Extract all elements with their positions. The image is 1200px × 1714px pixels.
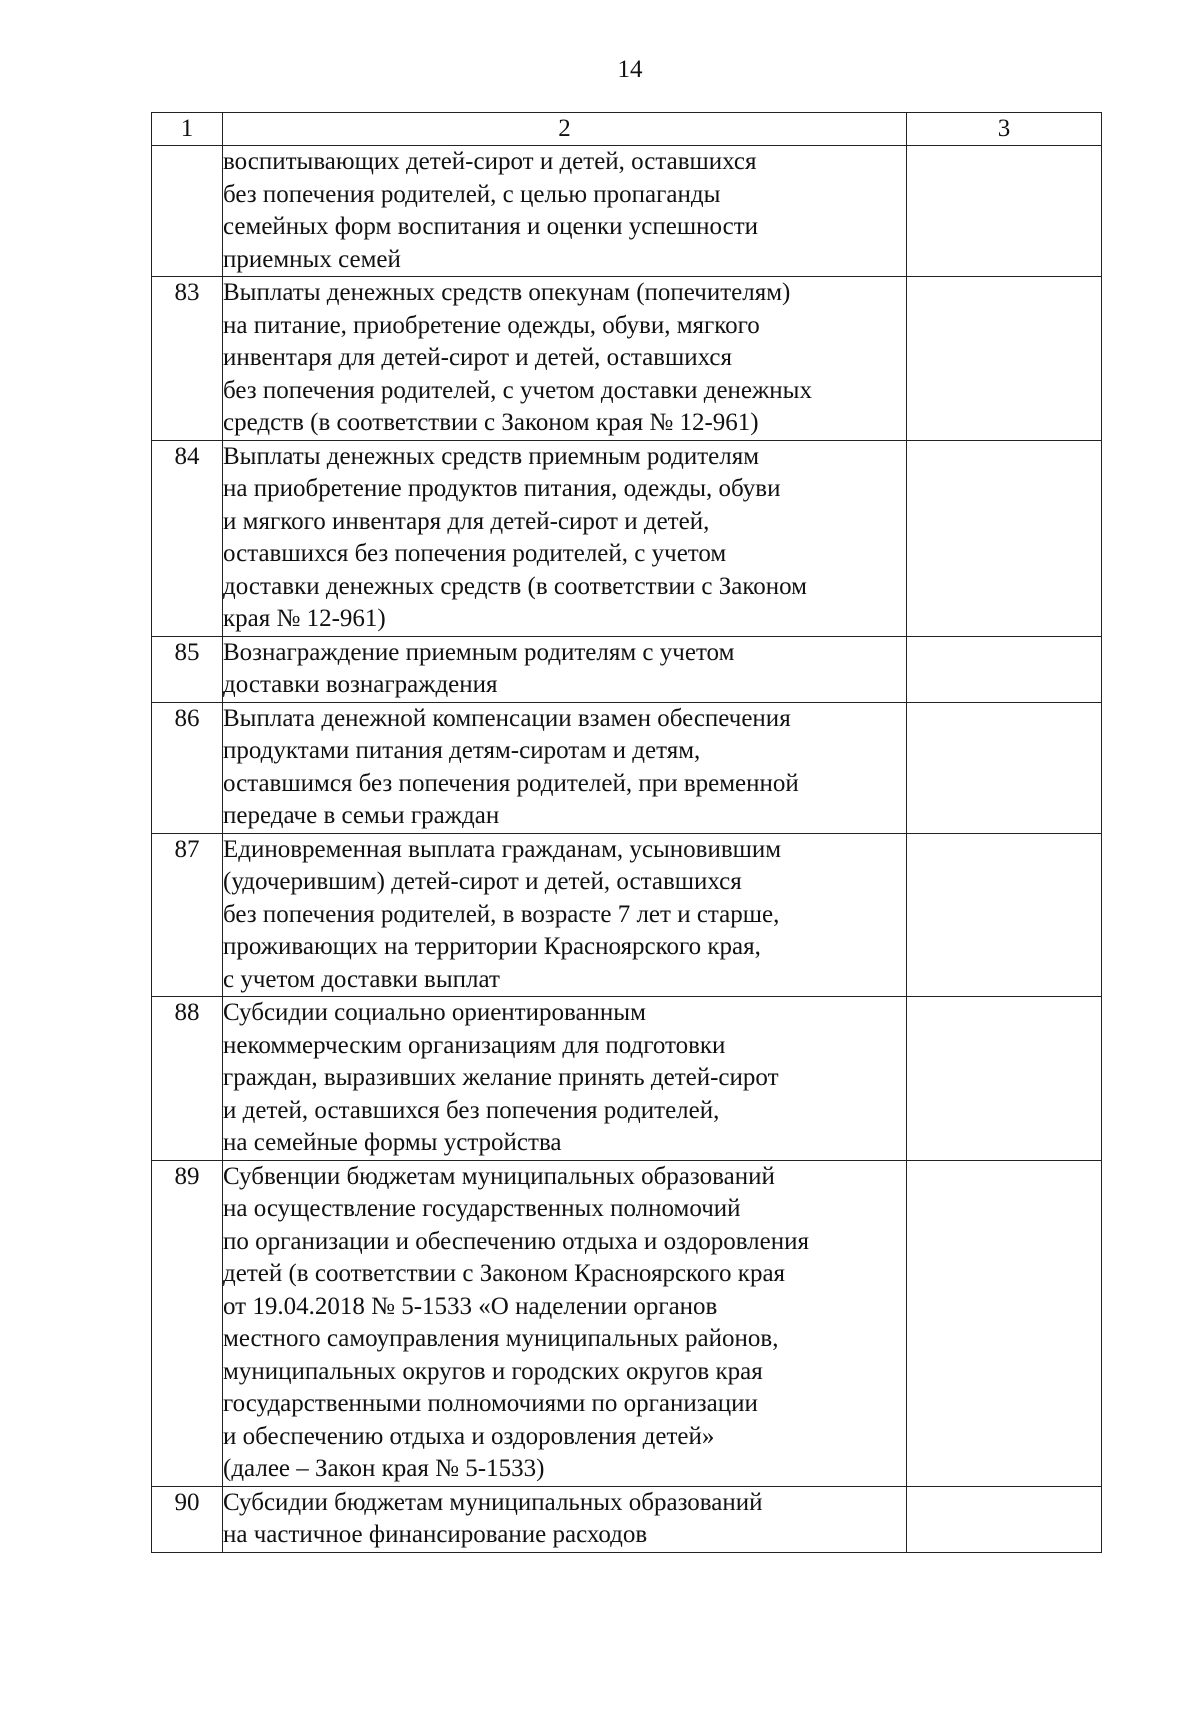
column-header-2: 2: [223, 113, 907, 146]
row-column-3: [907, 702, 1102, 833]
table-row: [152, 1486, 1102, 1552]
table-row: [152, 1160, 1102, 1486]
row-description: Субсидии бюджетам муниципальных образований на частичное финансирование расходов: [223, 1486, 907, 1552]
row-column-3: [907, 146, 1102, 277]
table-row: [152, 277, 1102, 441]
row-column-3: [907, 997, 1102, 1161]
row-description: Субвенции бюджетам муниципальных образований на осуществление государственных полномочий по организации и обеспечению отдыха и оздоровления детей (в соответствии с Законом Красноярского края от 19.04.2018 № 5-1533 «О наделении органов местного самоуправления муниципальных районов, муниципальных округов и городских округов края государственными полномочиями по организации и обеспечению отдыха и оздоровления детей» (далее – Закон края № 5-1533): [223, 1160, 907, 1486]
row-column-3: [907, 1486, 1102, 1552]
row-description: Выплаты денежных средств опекунам (попечителям) на питание, приобретение одежды, обуви, мягкого инвентаря для детей-сирот и детей, оставшихся без попечения родителей, с учетом доставки денежных средств (в соответствии с Законом края № 12-961): [223, 277, 907, 441]
budget-items-table: [151, 112, 1102, 1553]
table-row: [152, 833, 1102, 997]
row-number: 90: [152, 1486, 223, 1552]
row-description: Выплаты денежных средств приемным родителям на приобретение продуктов питания, одежды, обуви и мягкого инвентаря для детей-сирот и детей, оставшихся без попечения родителей, с учетом доставки денежных средств (в соответствии с Законом края № 12-961): [223, 440, 907, 636]
table-row: [152, 997, 1102, 1161]
row-number: 85: [152, 636, 223, 702]
table-row: [152, 440, 1102, 636]
column-header-1: 1: [152, 113, 223, 146]
row-number: 88: [152, 997, 223, 1161]
row-column-3: [907, 636, 1102, 702]
column-header-3: 3: [907, 113, 1102, 146]
table-header-row: [152, 113, 1102, 146]
row-number: 87: [152, 833, 223, 997]
table-row: [152, 702, 1102, 833]
row-description: воспитывающих детей-сирот и детей, оставшихся без попечения родителей, с целью пропаганды семейных форм воспитания и оценки успешности приемных семей: [223, 146, 907, 277]
row-column-3: [907, 1160, 1102, 1486]
row-description: Выплата денежной компенсации взамен обеспечения продуктами питания детям-сиротам и детям, оставшимся без попечения родителей, при временной передаче в семьи граждан: [223, 702, 907, 833]
row-column-3: [907, 833, 1102, 997]
table-row: [152, 146, 1102, 277]
row-description: Субсидии социально ориентированным некоммерческим организациям для подготовки граждан, выразивших желание принять детей-сирот и детей, оставшихся без попечения родителей, на семейные формы устройства: [223, 997, 907, 1161]
row-description: Вознаграждение приемным родителям с учетом доставки вознаграждения: [223, 636, 907, 702]
table-row: [152, 636, 1102, 702]
row-number: 86: [152, 702, 223, 833]
row-number: [152, 146, 223, 277]
page-number: 14: [617, 56, 643, 83]
row-number: 89: [152, 1160, 223, 1486]
row-description: Единовременная выплата гражданам, усыновившим (удочерившим) детей-сирот и детей, оставшихся без попечения родителей, в возрасте 7 лет и старше, проживающих на территории Красноярского края, с учетом доставки выплат: [223, 833, 907, 997]
row-number: 83: [152, 277, 223, 441]
row-number: 84: [152, 440, 223, 636]
row-column-3: [907, 277, 1102, 441]
row-column-3: [907, 440, 1102, 636]
